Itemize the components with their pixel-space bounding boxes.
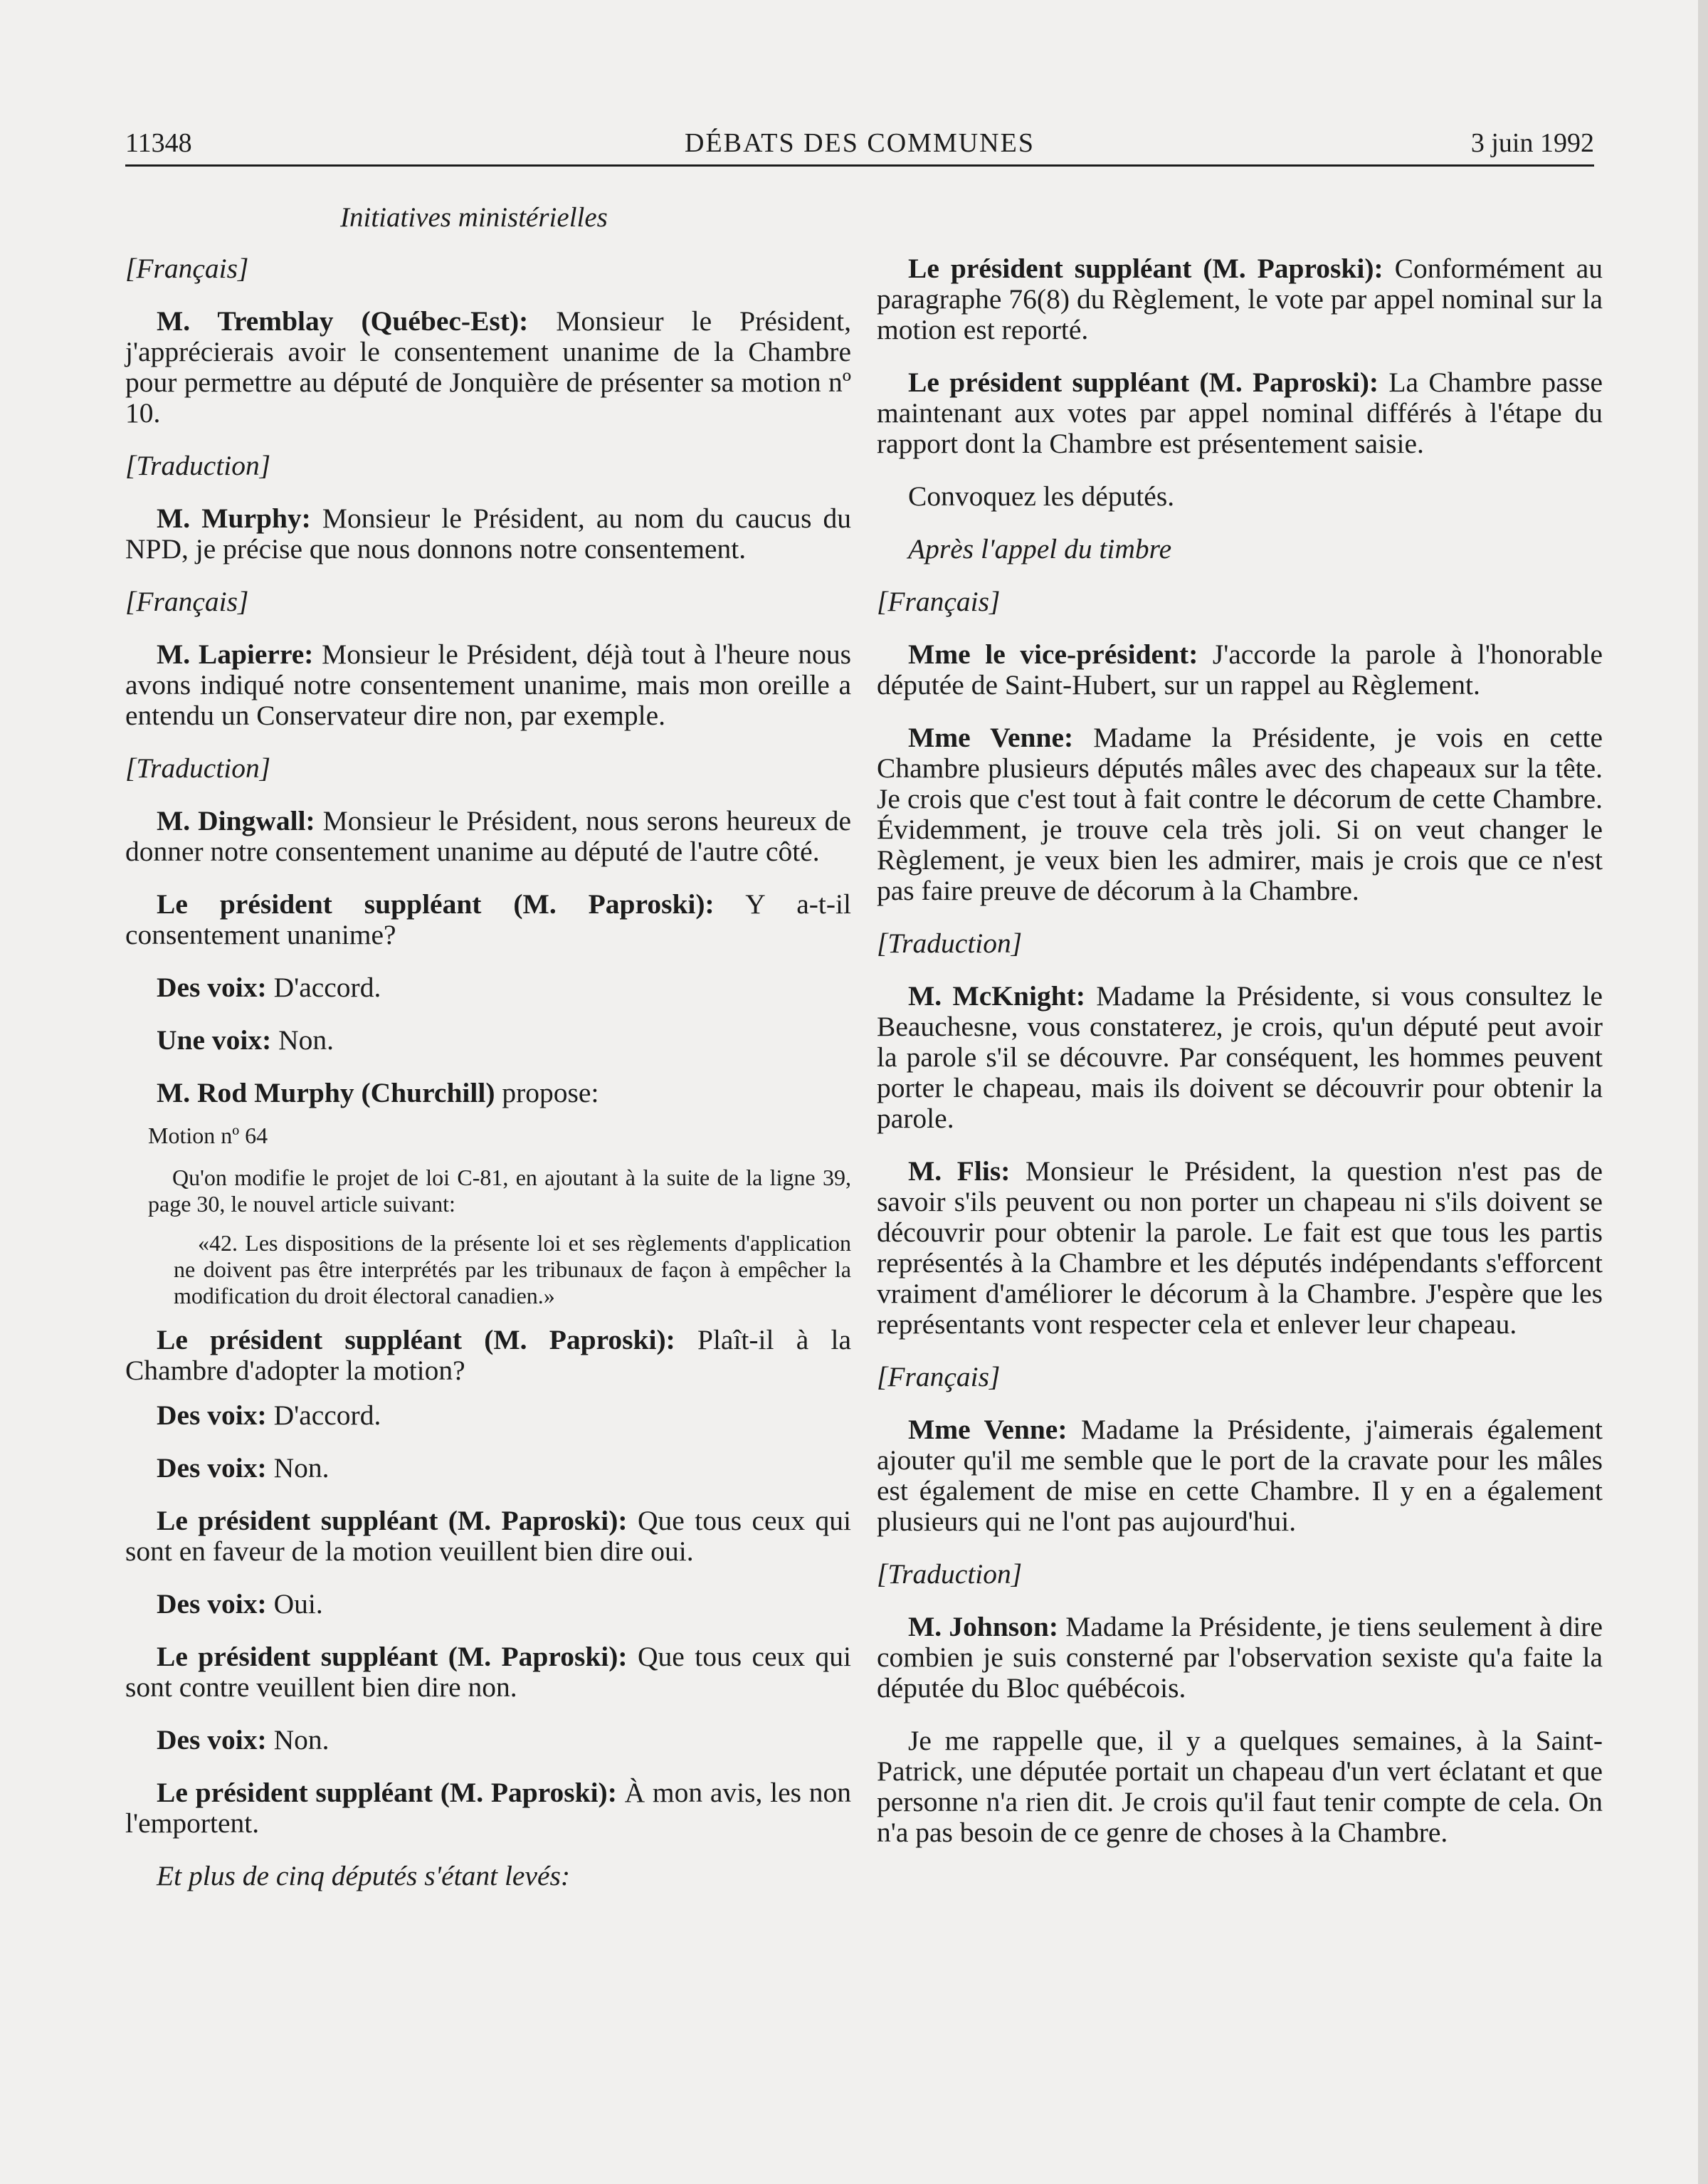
speech-text: Monsieur le Président, la question n'est pas de savoir s'ils peuvent ou non porter un chapeau ni s'ils doivent se découvrir pour obtenir la parole. Le fait est que tous les partis représentés à la Chambre et les députés indépendants s'efforcent vraiment d'améliorer le décorum à la Chambre. J'espère que les représentants vont respecter cela et enlever leur chapeau. bbox=[877, 1155, 1603, 1340]
speech-paragraph bbox=[125, 1325, 851, 1386]
page-number: 11348 bbox=[125, 128, 192, 158]
speech-text: D'accord. bbox=[266, 1400, 381, 1431]
speaker-name: M. Tremblay (Québec-Est): bbox=[157, 305, 529, 337]
language-marker: [Traduction] bbox=[877, 928, 1023, 959]
speech-text: Monsieur le Président, au nom du caucus du NPD, je précise que nous donnons notre consentement. bbox=[125, 503, 852, 565]
speaker-name: Mme Venne: bbox=[908, 1414, 1068, 1445]
speech-paragraph bbox=[877, 1414, 1603, 1537]
motion-text: Qu'on modifie le projet de loi C-81, en ajoutant à la suite de la ligne 39, page 30, le nouvel article suivant: bbox=[148, 1165, 851, 1217]
speaker-name: M. Rod Murphy (Churchill) bbox=[157, 1077, 495, 1108]
motion-quoted-article: «42. Les dispositions de la présente loi et ses règlements d'application ne doivent pas être interprétés par les tribunaux de façon à empêcher la modification du droit électoral canadien.» bbox=[174, 1230, 851, 1308]
speech-paragraph bbox=[125, 1778, 851, 1839]
speaker-name: Le président suppléant (M. Paproski): bbox=[157, 1777, 617, 1808]
language-marker: [Traduction] bbox=[125, 752, 271, 784]
paragraph: Convoquez les députés. bbox=[908, 481, 1175, 512]
speech-text: Que tous ceux qui sont en faveur de la motion veuillent bien dire oui. bbox=[125, 1505, 851, 1567]
speech-paragraph bbox=[125, 1589, 851, 1619]
speech-paragraph bbox=[125, 503, 851, 565]
speech-paragraph bbox=[877, 1612, 1603, 1703]
issue-date: 3 juin 1992 bbox=[1470, 128, 1594, 158]
language-marker: [Français] bbox=[125, 253, 249, 284]
language-marker: [Français] bbox=[877, 586, 1001, 617]
speaker-name: M. McKnight: bbox=[908, 980, 1085, 1012]
speaker-name: M. Murphy: bbox=[157, 503, 311, 534]
speech-text: Non. bbox=[271, 1024, 334, 1056]
speech-text: Madame la Présidente, j'aimerais également ajouter qu'il me semble que le port de la cravate pour les mâles est également de mise en cette Chambre. Il y en a également plusieurs qui ne l'ont pas aujourd'hui. bbox=[877, 1414, 1603, 1537]
motion-number: Motion nº 64 bbox=[148, 1123, 268, 1148]
speaker-name: Des voix: bbox=[157, 1588, 267, 1619]
speech-text: J'accorde la parole à l'honorable députée de Saint-Hubert, sur un rappel au Règlement. bbox=[877, 639, 1603, 700]
speech-text: Y a-t-il consentement unanime? bbox=[125, 888, 851, 950]
speech-text: Plaît-il à la Chambre d'adopter la motion? bbox=[125, 1324, 851, 1386]
right-column bbox=[877, 253, 1603, 1870]
speech-text: À mon avis, les non l'emportent. bbox=[125, 1777, 851, 1839]
speech-paragraph bbox=[877, 253, 1603, 345]
speech-text: Non. bbox=[266, 1724, 330, 1755]
speech-paragraph bbox=[125, 1453, 851, 1484]
speaker-name: Mme le vice-président: bbox=[908, 639, 1198, 670]
speaker-name: Le président suppléant (M. Paproski): bbox=[157, 1505, 628, 1536]
speech-text: propose: bbox=[495, 1077, 599, 1108]
speaker-name: Le président suppléant (M. Paproski): bbox=[157, 1641, 628, 1672]
speaker-name: Des voix: bbox=[157, 1724, 267, 1755]
speaker-name: Le président suppléant (M. Paproski): bbox=[157, 888, 715, 920]
speech-paragraph bbox=[877, 639, 1603, 700]
language-marker: [Traduction] bbox=[125, 450, 271, 481]
speech-paragraph bbox=[125, 1642, 851, 1703]
left-column bbox=[125, 253, 851, 1913]
speaker-name: Le président suppléant (M. Paproski): bbox=[157, 1324, 675, 1355]
speaker-name: M. Lapierre: bbox=[157, 639, 314, 670]
speaker-name: Des voix: bbox=[157, 972, 267, 1003]
page-edge-shadow bbox=[1698, 0, 1708, 2184]
speech-text: Que tous ceux qui sont contre veuillent bien dire non. bbox=[125, 1641, 851, 1703]
speech-paragraph bbox=[877, 981, 1603, 1134]
speech-text: Non. bbox=[266, 1452, 330, 1484]
speaker-name: M. Dingwall: bbox=[157, 805, 315, 836]
speech-paragraph bbox=[125, 889, 851, 950]
speech-text: Madame la Présidente, je vois en cette Chambre plusieurs députés mâles avec des chapeaux sur la tête. Je crois que c'est tout à fait contre le décorum de cette Chambre. Évidemment, je trouve cela très joli. Si on veut changer le Règlement, je veux bien les admirer, mais je crois que ce n'est pas faire preuve de décorum à la Chambre. bbox=[877, 722, 1603, 906]
speech-paragraph bbox=[125, 639, 851, 731]
speech-paragraph bbox=[125, 1025, 851, 1056]
speech-paragraph bbox=[877, 723, 1603, 906]
header-rule bbox=[125, 164, 1594, 167]
speech-paragraph bbox=[877, 1156, 1603, 1340]
paragraph: Je me rappelle que, il y a quelques semaines, à la Saint-Patrick, une députée portait un chapeau d'un vert éclatant et que personne n'a rien dit. Je crois qu'il faut tenir compte de cela. On n'a pas besoin de ce genre de choses à la Chambre. bbox=[877, 1725, 1603, 1848]
speaker-name: M. Johnson: bbox=[908, 1611, 1059, 1642]
language-marker: [Français] bbox=[125, 586, 249, 617]
speech-paragraph bbox=[125, 1506, 851, 1567]
speech-text: Monsieur le Président, déjà tout à l'heure nous avons indiqué notre consentement unanime, mais mon oreille a entendu un Conservateur dire non, par exemple. bbox=[125, 639, 852, 731]
speech-text: Oui. bbox=[266, 1588, 323, 1619]
speech-paragraph bbox=[125, 1400, 851, 1431]
speaker-name: M. Flis: bbox=[908, 1155, 1011, 1187]
speech-text: Monsieur le Président, j'apprécierais avoir le consentement unanime de la Chambre pour permettre au député de Jonquière de présenter sa motion nº 10. bbox=[125, 305, 851, 429]
speech-text: Conformément au paragraphe 76(8) du Règlement, le vote par appel nominal sur la motion est reporté. bbox=[877, 253, 1603, 345]
section-label: Initiatives ministérielles bbox=[340, 202, 608, 233]
speech-paragraph bbox=[125, 972, 851, 1003]
running-header bbox=[125, 125, 1594, 161]
speaker-name: Le président suppléant (M. Paproski): bbox=[908, 253, 1383, 284]
speech-paragraph bbox=[125, 1725, 851, 1755]
speaker-name: Des voix: bbox=[157, 1452, 267, 1484]
language-marker: [Traduction] bbox=[877, 1558, 1023, 1590]
speech-paragraph bbox=[125, 306, 851, 429]
speech-text: Monsieur le Président, nous serons heureux de donner notre consentement unanime au député de l'autre côté. bbox=[125, 805, 851, 867]
journal-title: DÉBATS DES COMMUNES bbox=[685, 128, 1035, 158]
speaker-name: Des voix: bbox=[157, 1400, 267, 1431]
speaker-name: Une voix: bbox=[157, 1024, 272, 1056]
speech-text: Madame la Présidente, si vous consultez le Beauchesne, vous constaterez, je crois, qu'un député peut avoir la parole s'il se découvre. Par conséquent, les hommes peuvent porter le chapeau, mais ils doivent se découvrir pour obtenir la parole. bbox=[877, 980, 1603, 1134]
speech-paragraph bbox=[125, 806, 851, 867]
language-marker: [Français] bbox=[877, 1361, 1001, 1392]
stage-direction: Et plus de cinq députés s'étant levés: bbox=[157, 1860, 571, 1891]
speaker-name: Mme Venne: bbox=[908, 722, 1074, 753]
speech-paragraph bbox=[877, 367, 1603, 459]
speaker-name: Le président suppléant (M. Paproski): bbox=[908, 367, 1379, 398]
speech-paragraph bbox=[125, 1078, 851, 1108]
speech-text: D'accord. bbox=[266, 972, 381, 1003]
stage-direction: Après l'appel du timbre bbox=[908, 533, 1172, 565]
speech-text: Madame la Présidente, je tiens seulement à dire combien je suis consterné par l'observation sexiste qu'a faite la députée du Bloc québécois. bbox=[877, 1611, 1603, 1703]
speech-text: La Chambre passe maintenant aux votes par appel nominal différés à l'étape du rapport dont la Chambre est présentement saisie. bbox=[877, 367, 1603, 459]
